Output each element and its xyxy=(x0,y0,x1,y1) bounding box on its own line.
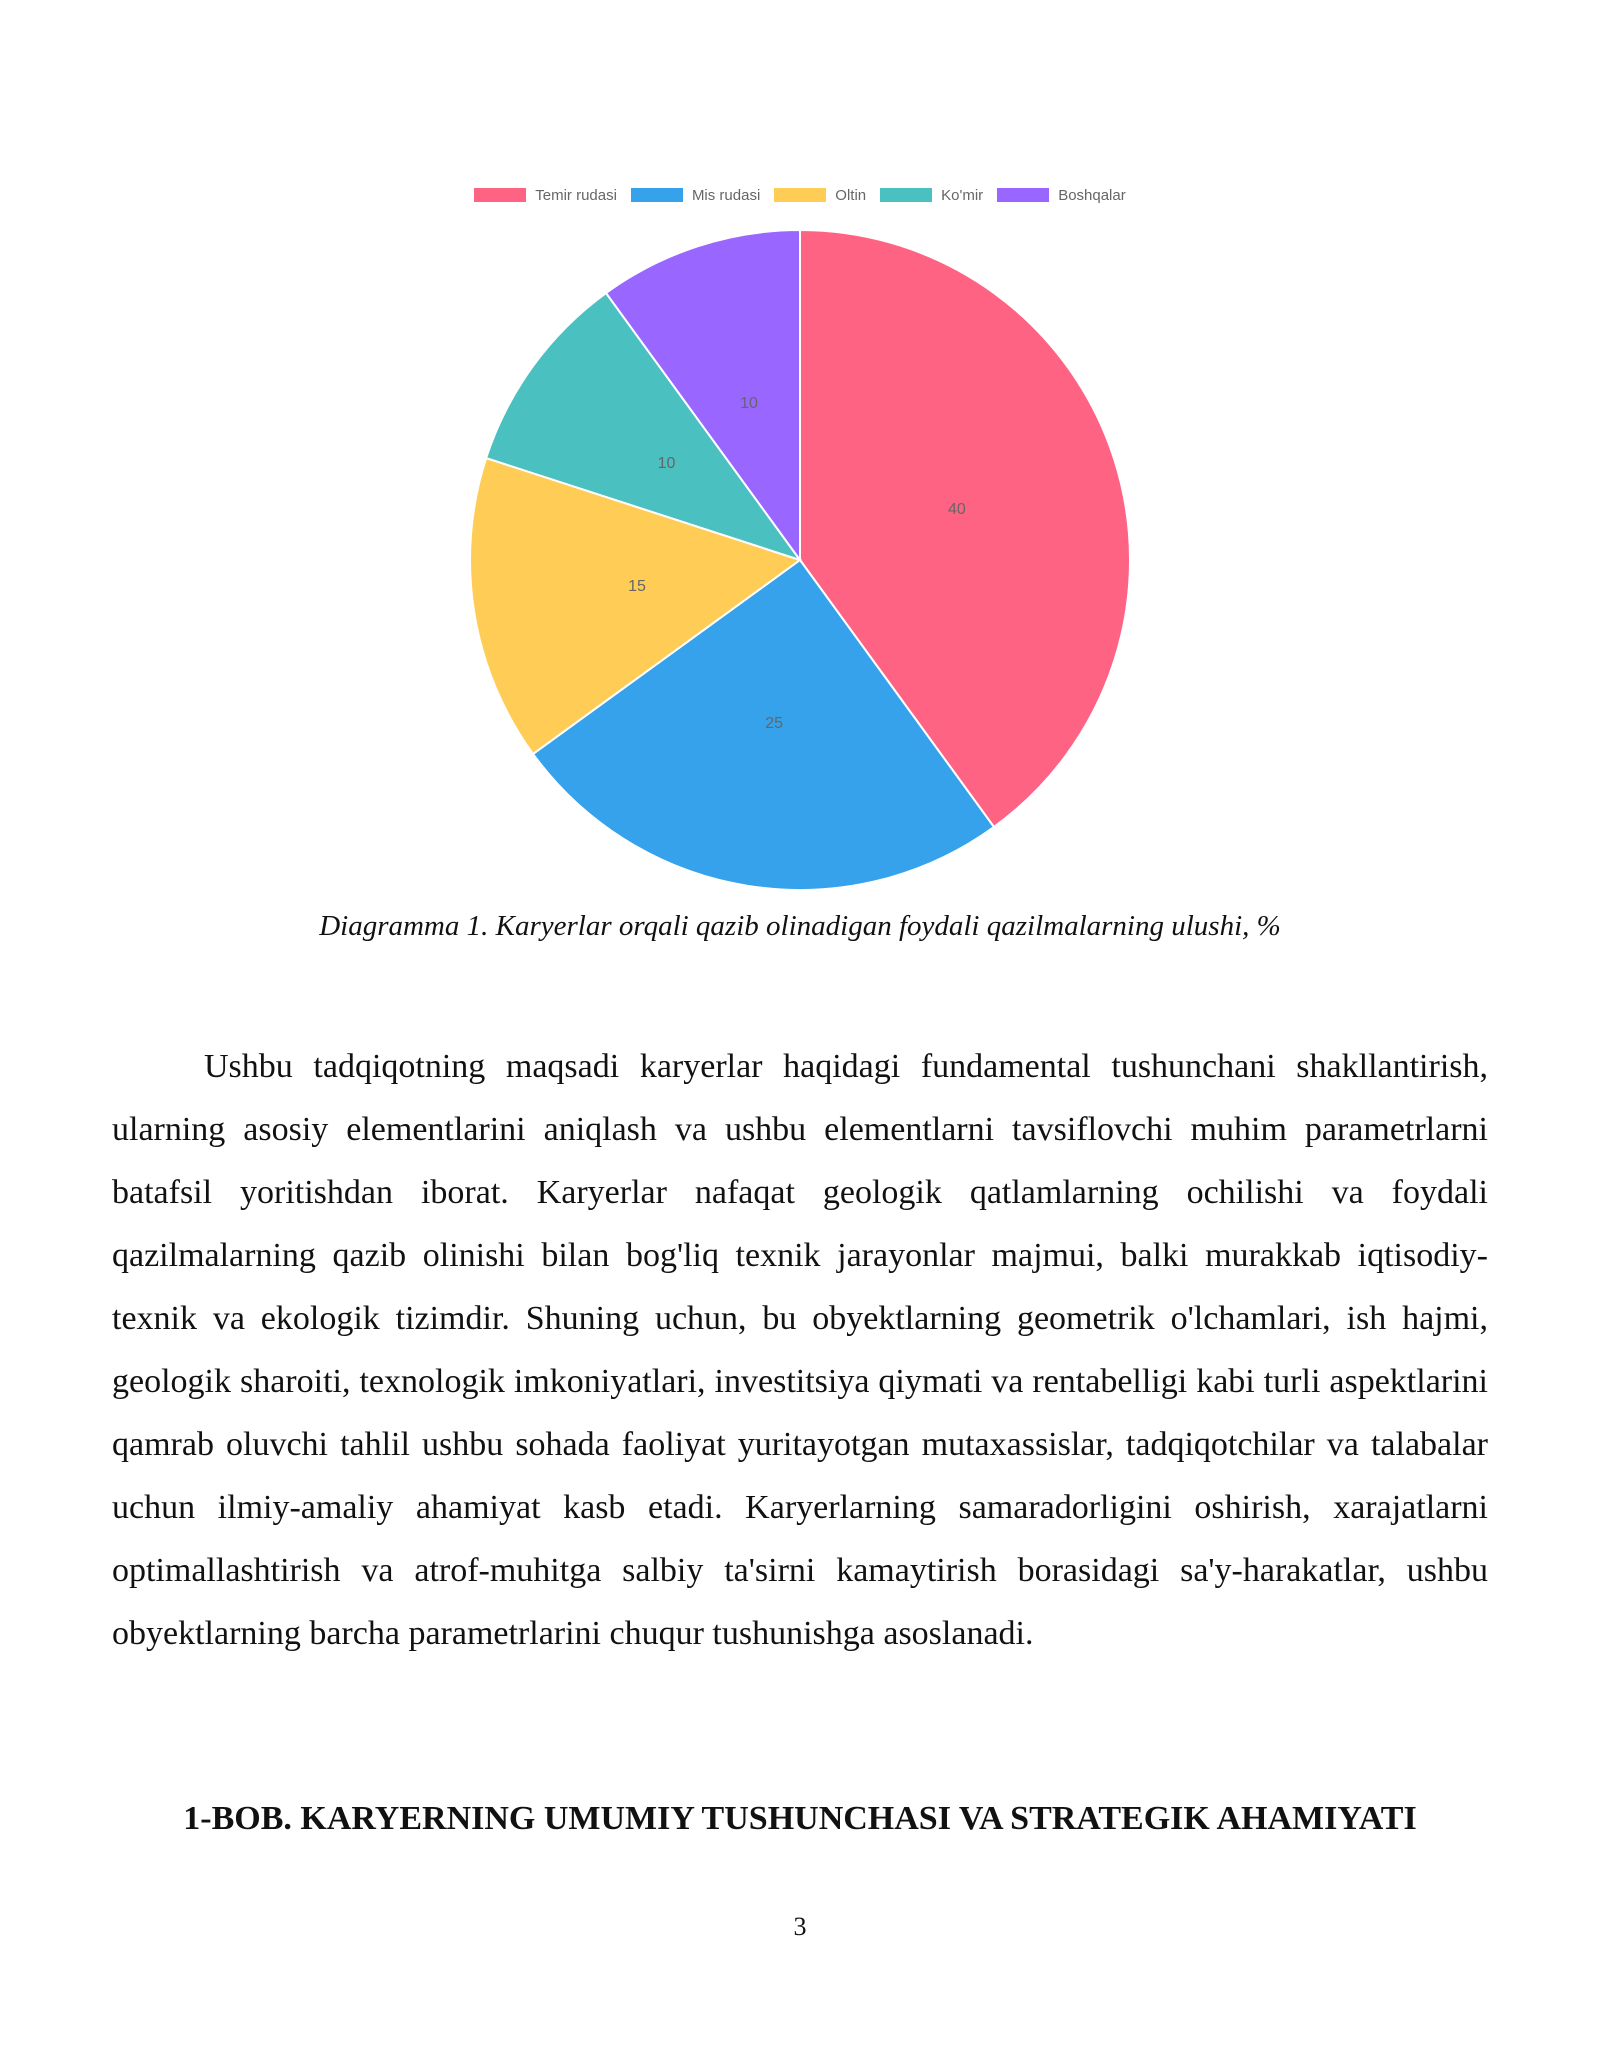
body-paragraph: Ushbu tadqiqotning maqsadi karyerlar haqidagi fundamental tushunchani shakllantirish, ularning asosiy elementlarini aniqlash va ushbu elementlarni tavsiflovchi muhim parametrlarni batafsil yoritishdan iborat. Karyerlar nafaqat geologik qatlamlarning ochilishi va foydali qazilmalarning qazib olinishi bilan bog'liq texnik jarayonlar majmui, balki murakkab iqtisodiy-texnik va ekologik tizimdir. Shuning uchun, bu obyektlarning geometrik o'lchamlari, ish hajmi, geologik sharoiti, texnologik imkoniyatlari, investitsiya qiymati va rentabelligi kabi turli aspektlarini qamrab oluvchi tahlil ushbu sohada faoliyat yuritayotgan mutaxassislar, tadqiqotchilar va talabalar uchun ilmiy-amaliy ahamiyat kasb etadi. Karyerlarning samaradorligini oshirish, xarajatlarni optimallashtirish va atrof-muhitga salbiy ta'sirni kamaytirish borasidagi sa'y-harakatlar, ushbu obyektlarning barcha parametrlarini chuqur tushunishga asoslanadi. xyxy=(112,1048,1488,1652)
legend-swatch xyxy=(631,188,683,202)
pie-data-label: 15 xyxy=(628,577,646,595)
legend-swatch xyxy=(774,188,826,202)
legend-item-boshqalar[interactable] xyxy=(997,187,1126,204)
pie-data-label: 10 xyxy=(740,395,758,413)
legend-item-temir-rudasi[interactable] xyxy=(474,187,617,204)
pie-data-label: 25 xyxy=(765,714,784,732)
legend-label: Ko'mir xyxy=(941,186,984,204)
pie-chart xyxy=(420,170,1180,890)
legend-label: Mis rudasi xyxy=(691,186,761,204)
legend-item-oltin[interactable] xyxy=(774,187,866,204)
legend-item-komir[interactable] xyxy=(880,187,983,204)
legend-swatch xyxy=(474,188,526,202)
figure-caption: Diagramma 1. Karyerlar orqali qazib olinadigan foydali qazilmalarning ulushi, % xyxy=(319,910,1281,942)
legend-swatch xyxy=(997,188,1049,202)
legend-label: Oltin xyxy=(835,186,867,204)
pie-data-label: 40 xyxy=(948,501,966,519)
legend-item-mis-rudasi[interactable] xyxy=(631,187,760,204)
pie-data-label: 10 xyxy=(657,455,676,473)
legend-label: Temir rudasi xyxy=(535,186,617,204)
chart-legend xyxy=(420,184,1180,206)
page-number: 3 xyxy=(793,1912,807,1941)
legend-label: Boshqalar xyxy=(1058,186,1126,204)
chapter-heading: 1-BOB. KARYERNING UMUMIY TUSHUNCHASI VA STRATEGIK AHAMIYATI xyxy=(183,1800,1417,1837)
legend-swatch xyxy=(880,188,932,202)
pie-plot-area xyxy=(420,210,1180,890)
